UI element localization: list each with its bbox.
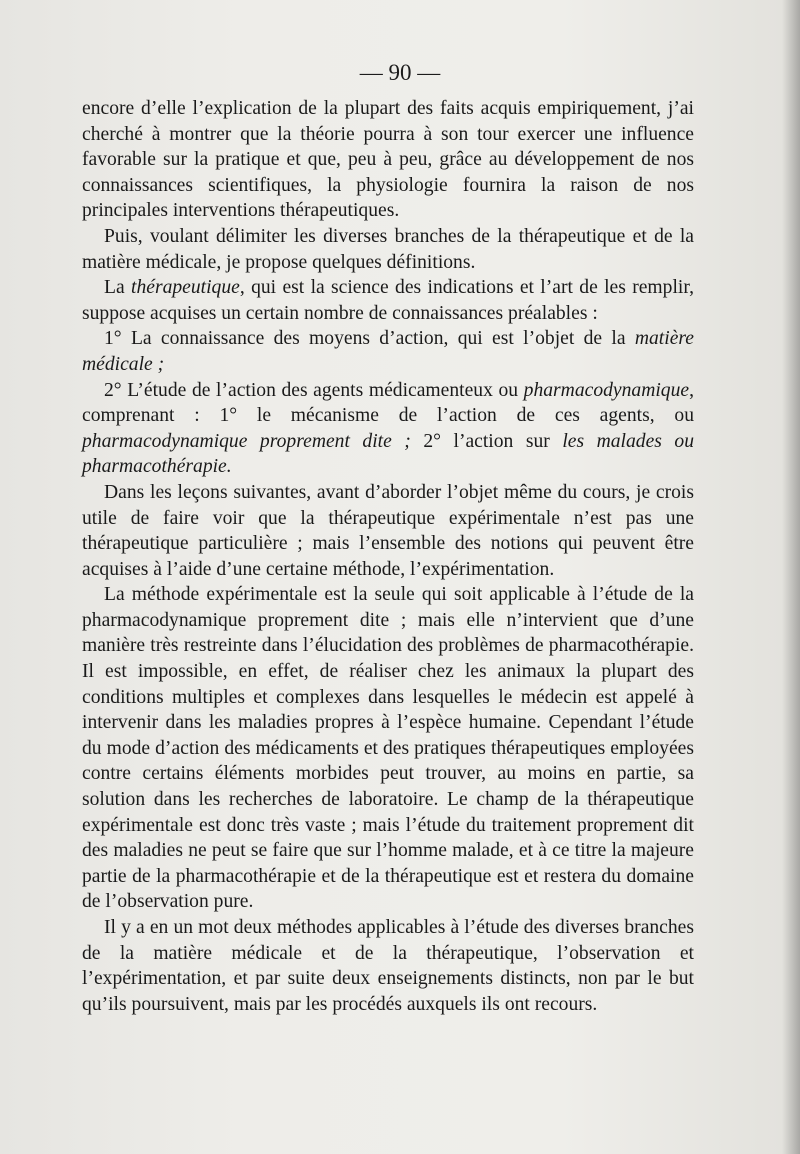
paragraph-2: Puis, voulant délimiter les diverses branches de la thérapeutique et de la matière médicale, je propose quelques définitions. <box>82 225 694 273</box>
paragraph-5-text-2: , comprenant : 1° le mécanisme de l’action de ces agents, ou <box>82 379 694 427</box>
paragraph-3-text: La <box>104 277 132 299</box>
body-text <box>82 96 694 1017</box>
term-matiere-medicale: matière médicale ; <box>82 328 694 375</box>
paragraph-5-text-3: 2° l’action sur <box>410 430 563 452</box>
page-gutter-shadow <box>782 0 800 1154</box>
paragraph-5 <box>82 378 694 480</box>
term-pharmacodynamique: pharmacodynamique <box>523 379 690 401</box>
paragraph-3 <box>82 275 694 326</box>
term-pharmacotherapie: les malades ou pharmacothérapie. <box>82 430 694 478</box>
paragraph-7: La méthode expérimentale est la seule qui soit applicable à l’étude de la pharmacodynamique proprement dite ; mais elle n’intervient que d’une manière très restreinte dans l’élucidation des problèmes de pharmacothérapie. Il est impossible, en effet, de réaliser chez les animaux la plupart des conditions multiples et complexes dans lesquelles le médecin est appelé à intervenir dans les maladies propres à l’espèce humaine. Cependant l’étude du mode d’action des médicaments et des pratiques thérapeutiques employées contre certains éléments morbides peut trouver, au moins en partie, sa solution dans les recherches de laboratoire. Le champ de la thérapeutique expérimentale est donc très vaste ; mais l’étude du traitement proprement dit des maladies ne peut se faire que sur l’homme malade, et à ce titre la majeure partie de la pharmacothérapie et de la thérapeutique est et restera du domaine de l’observation pure. <box>82 584 694 913</box>
paragraph-4 <box>82 326 694 377</box>
paragraph-4-text: 1° La connaissance des moyens d’action, qui est l’objet de la <box>104 328 635 350</box>
paragraph-1: encore d’elle l’explication de la plupart des faits acquis empiriquement, j’ai cherché à montrer que la théorie pourra à son tour exercer une influence favorable sur la pratique et que, peu à peu, grâce au développement de nos connaissances scientifiques, la physiologie fournira la raison de nos principales interventions thérapeutiques. <box>82 98 694 222</box>
term-therapeutique: thérapeutique <box>131 277 240 299</box>
paragraph-6: Dans les leçons suivantes, avant d’aborder l’objet même du cours, je crois utile de faire voir que la thérapeutique expérimentale n’est pas une thérapeutique particulière ; mais l’ensemble des notions qui peuvent être acquises à l’aide d’une certaine méthode, l’expérimentation. <box>82 481 694 580</box>
paragraph-8: Il y a en un mot deux méthodes applicables à l’étude des diverses branches de la matière médicale et de la thérapeutique, l’observation et l’expérimentation, et par suite deux enseignements distincts, non par le but qu’ils poursuivent, mais par les procédés auxquels ils ont recours. <box>82 917 694 1015</box>
paragraph-3-text-end: , qui est la science des indications et l’art de les remplir, suppose acquises un certain nombre de connaissances préalables : <box>82 277 694 324</box>
page-number: — 90 — <box>359 60 441 85</box>
paragraph-5-text: 2° L’étude de l’action des agents médicamenteux ou <box>104 379 524 401</box>
term-pharmacodynamique-proprement-dite: pharmacodynamique proprement dite ; <box>82 430 411 452</box>
